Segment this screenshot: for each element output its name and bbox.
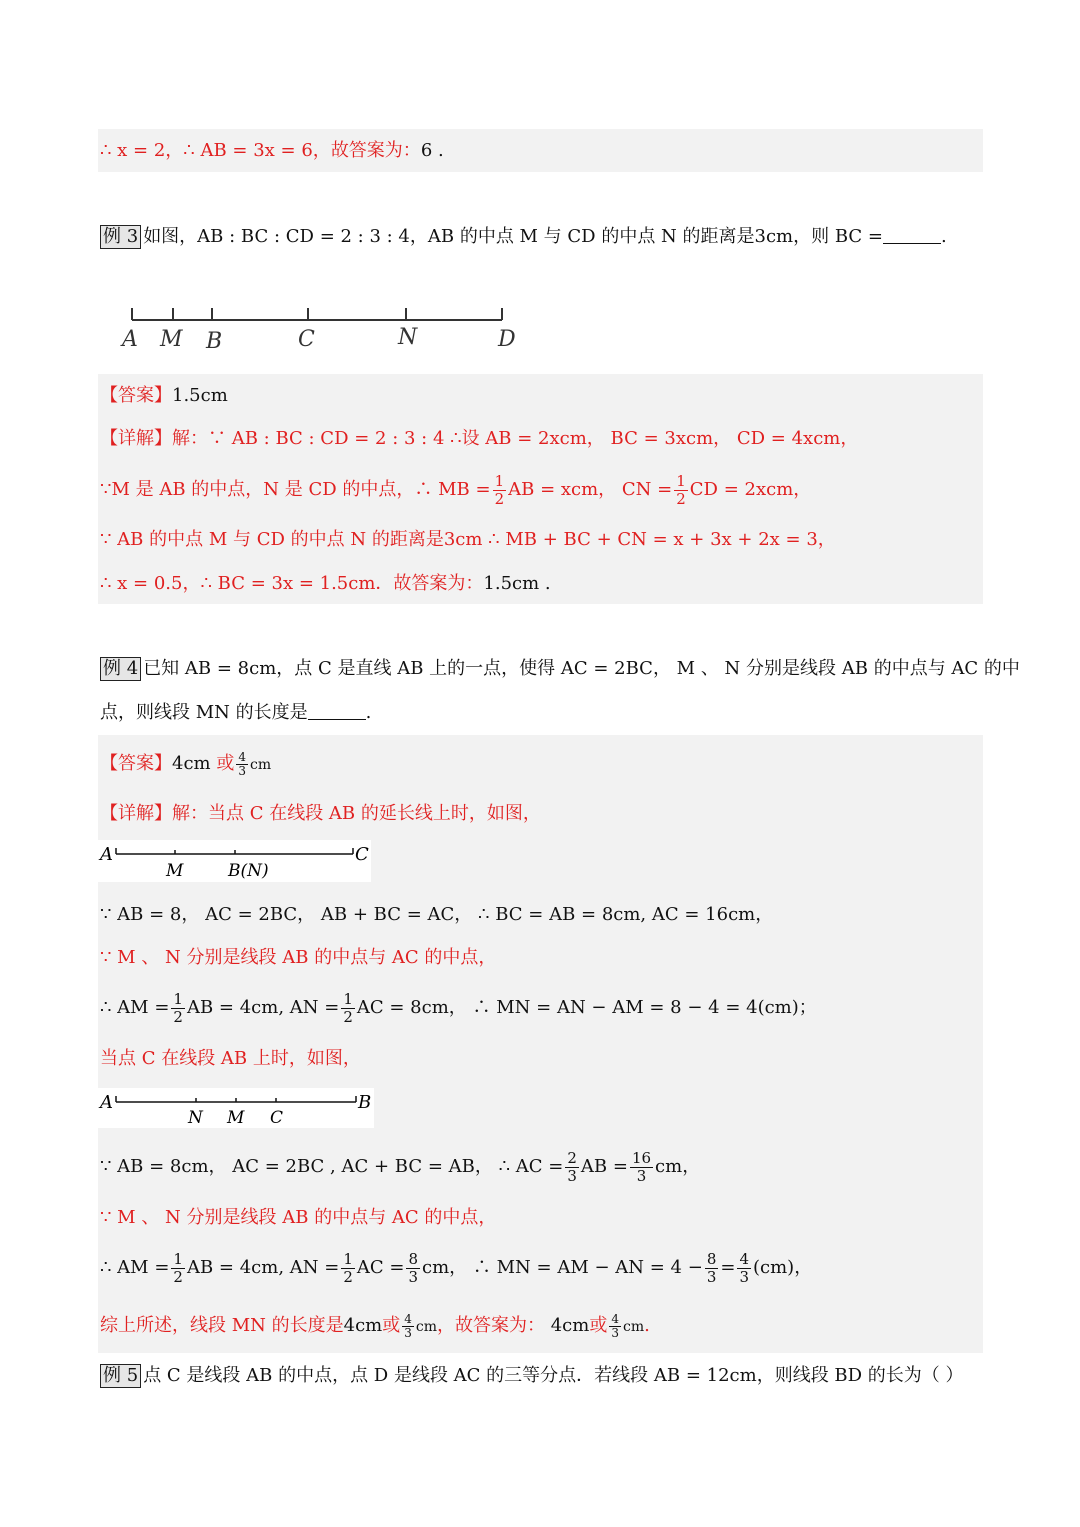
ex4-question-2: [100, 701, 371, 725]
ex3-label-m: M: [160, 327, 183, 352]
fig2-label-b: B: [358, 1092, 372, 1113]
ex4-c1-l3-d: ∴ MN = AN − AM = 8 − 4 = 4(cm)；: [472, 997, 817, 1018]
ex3-blank: [883, 225, 941, 244]
top-conclusion: ∴ x = 2，∴ AB = 3x = 6，: [100, 140, 331, 161]
ex4-sum-cm-1: cm: [415, 1319, 437, 1335]
ex4-c1-fraction-half-1: $\frac{1}{2}$: [173, 989, 183, 1026]
ex5-tag: 例 5: [100, 1364, 141, 1388]
ex4-c2-l3-a: ∴ AM =: [100, 1257, 170, 1278]
ex4-blank: [308, 701, 366, 720]
ex4-sum-g: .: [644, 1315, 650, 1336]
ex4-c2-l1-d: cm，: [655, 1156, 701, 1177]
ex3-tag: 例 3: [100, 225, 141, 249]
ex4-c2-fraction-4-3: $\frac{4}{3}$: [739, 1249, 749, 1286]
ex4-c2-fraction-half-2: $\frac{1}{2}$: [343, 1249, 353, 1286]
ex3-detail-label: 【详解】: [100, 428, 172, 449]
ex4-fraction-4-3: $\frac{4}{3}$: [238, 749, 246, 778]
ex3-fraction-half-2: $\frac{1}{2}$: [676, 471, 686, 508]
ex4-c2-l3-c: AC =: [356, 1257, 405, 1278]
ex4-c1-l3-a: ∴ AM =: [100, 997, 170, 1018]
top-answer: 6 .: [420, 140, 444, 161]
ex5-q: 点 C 是线段 AB 的中点，点 D 是线段 AC 的三等分点．若线段 AB = 12cm，则线段 BD 的长为（ ）: [143, 1365, 964, 1386]
ex4-sum-fraction-1: $\frac{4}{3}$: [404, 1311, 412, 1340]
ex3-label-c: C: [298, 327, 315, 352]
ex3-detail-3: ∵ AB 的中点 M 与 CD 的中点 N 的距离是3cm ∴ MB + BC + CN = x + 3x + 2x = 3，: [100, 529, 836, 550]
ex4-sum-f: 或: [589, 1315, 608, 1336]
ex3-d4-b: 1.5cm .: [483, 573, 551, 594]
ex4-c2-line1: [100, 1147, 700, 1187]
ex4-c2-line2: ∵ M 、 N 分别是线段 AB 的中点与 AC 的中点，: [100, 1207, 497, 1228]
ex4-sum-d: ，故答案为：: [437, 1315, 545, 1336]
top-answer-label: 故答案为：: [330, 140, 421, 161]
ex4-sum-a: 综上所述，线段 MN 的长度是: [100, 1315, 344, 1336]
ex3-label-d: D: [498, 327, 516, 352]
ex3-label-a: A: [122, 327, 138, 352]
fig2-label-c: C: [270, 1108, 284, 1128]
ex4-case1: [100, 802, 541, 826]
ex4-c2-l3-b: AB = 4cm, AN =: [186, 1257, 340, 1278]
ex3-detail-2: [100, 470, 811, 510]
ex3-d1-text: 解：∵ AB : BC : CD = 2 : 3 : 4 ∴设 AB = 2xcm， BC = 3xcm， CD = 4xcm，: [172, 428, 859, 449]
ex4-answer: [100, 744, 271, 785]
ex4-c2-fraction-8-3-a: $\frac{8}{3}$: [408, 1249, 418, 1286]
ex4-question-1: [100, 657, 1020, 681]
ex4-summary: [100, 1306, 650, 1347]
ex3-d4-a: ∴ x = 0.5，∴ BC = 3x = 1.5cm．: [100, 573, 394, 594]
fig2-label-m: M: [227, 1108, 245, 1128]
ex4-c2-l3-e: ∴ MN = AM − AN = 4 −: [472, 1257, 703, 1278]
ex4-c2-l3-f: =: [720, 1257, 736, 1278]
ex4-answer-a: 4cm: [172, 753, 211, 774]
fig1-label-m: M: [166, 861, 184, 881]
ex4-sum-fraction-2: $\frac{4}{3}$: [611, 1311, 619, 1340]
ex4-tag: 例 4: [100, 657, 141, 681]
fig1-label-a: A: [100, 844, 113, 865]
ex4-c1-l3-b: AB = 4cm, AN =: [186, 997, 340, 1018]
top-line: [100, 139, 444, 163]
ex4-c2-l1-c: AB =: [580, 1156, 628, 1177]
ex3-label-b: B: [206, 329, 223, 354]
ex3-detail-4: [100, 572, 551, 596]
ex3-segment-figure: [118, 300, 528, 355]
ex4-c2-l3-d: cm，: [422, 1257, 468, 1278]
ex4-c1-line1: [100, 903, 773, 927]
ex3-label-n: N: [398, 325, 418, 350]
ex3-d4-label: 故答案为：: [393, 573, 484, 594]
ex4-c2-fraction-16-3: $\frac{16}{3}$: [631, 1148, 652, 1185]
ex4-answer-label: 【答案】: [100, 753, 172, 774]
ex4-c1-line3: [100, 988, 817, 1028]
ex4-sum-b: 4cm: [343, 1315, 383, 1336]
ex4-c1-line2: ∵ M 、 N 分别是线段 AB 的中点与 AC 的中点，: [100, 947, 497, 968]
ex4-c2-l1-a: ∵ AB = 8cm， AC = 2BC , AC + BC = AB，: [100, 1156, 493, 1177]
ex3-d2-b: AB = xcm， CN =: [508, 479, 673, 500]
ex3-answer: [100, 384, 228, 408]
ex4-detail-label: 【详解】: [100, 803, 172, 824]
ex4-sum-e: 4cm: [550, 1315, 590, 1336]
ex3-d2-c: CD = 2xcm，: [689, 479, 812, 500]
ex4-c1-fraction-half-2: $\frac{1}{2}$: [343, 989, 353, 1026]
ex4-c2-fraction-half-1: $\frac{1}{2}$: [173, 1249, 183, 1286]
fig1-label-c: C: [355, 844, 369, 865]
ex4-sum-cm-2: cm: [622, 1319, 645, 1335]
fig1-label-bn: B(N): [228, 861, 269, 881]
ex4-answer-cm: cm: [249, 757, 272, 773]
fig2-label-n: N: [188, 1108, 203, 1128]
ex4-c2-line3: [100, 1248, 812, 1288]
ex3-fraction-half-1: $\frac{1}{2}$: [494, 471, 505, 508]
ex4-answer-or: 或: [216, 753, 235, 774]
ex4-c1-l1-b: ∴ BC = AB = 8cm, AC = 16cm，: [478, 904, 774, 925]
ex5-question: [100, 1364, 964, 1388]
ex4-q2-end: .: [365, 702, 372, 723]
ex4-q2: 点，则线段 MN 的长度是: [100, 702, 308, 723]
ex3-question: [100, 225, 947, 249]
ex3-detail-1: [100, 427, 858, 451]
ex4-figure-1: [98, 840, 371, 882]
ex3-question-text: 如图，AB : BC : CD = 2 : 3 : 4，AB 的中点 M 与 CD 的中点 N 的距离是3cm，则 BC =: [143, 226, 883, 247]
ex4-case2: 当点 C 在线段 AB 上时，如图，: [100, 1048, 361, 1069]
ex4-c2-fraction-2-3: $\frac{2}{3}$: [567, 1148, 577, 1185]
ex4-c1-l1-a: ∵ AB = 8， AC = 2BC， AB + BC = AC，: [100, 904, 473, 925]
fig2-label-a: A: [100, 1092, 113, 1113]
ex4-c2-l1-b: ∴ AC =: [498, 1156, 564, 1177]
ex3-answer-value: 1.5cm: [172, 385, 228, 406]
ex4-c2-fraction-8-3-b: $\frac{8}{3}$: [706, 1249, 717, 1286]
ex4-case1-text: 解：当点 C 在线段 AB 的延长线上时，如图，: [172, 803, 541, 824]
ex4-q1: 已知 AB = 8cm，点 C 是直线 AB 上的一点，使得 AC = 2BC， M 、 N 分别是线段 AB 的中点与 AC 的中: [143, 658, 1020, 679]
ex4-c2-l3-g: (cm)，: [753, 1257, 813, 1278]
ex3-d2-a: ∵M 是 AB 的中点，N 是 CD 的中点，∴ MB =: [100, 479, 491, 500]
ex4-c1-l3-c: AC = 8cm，: [356, 997, 467, 1018]
ex4-figure-2: [98, 1088, 374, 1128]
ex4-sum-c: 或: [382, 1315, 401, 1336]
ex3-answer-label: 【答案】: [100, 385, 172, 406]
ex3-question-end: .: [941, 226, 947, 247]
